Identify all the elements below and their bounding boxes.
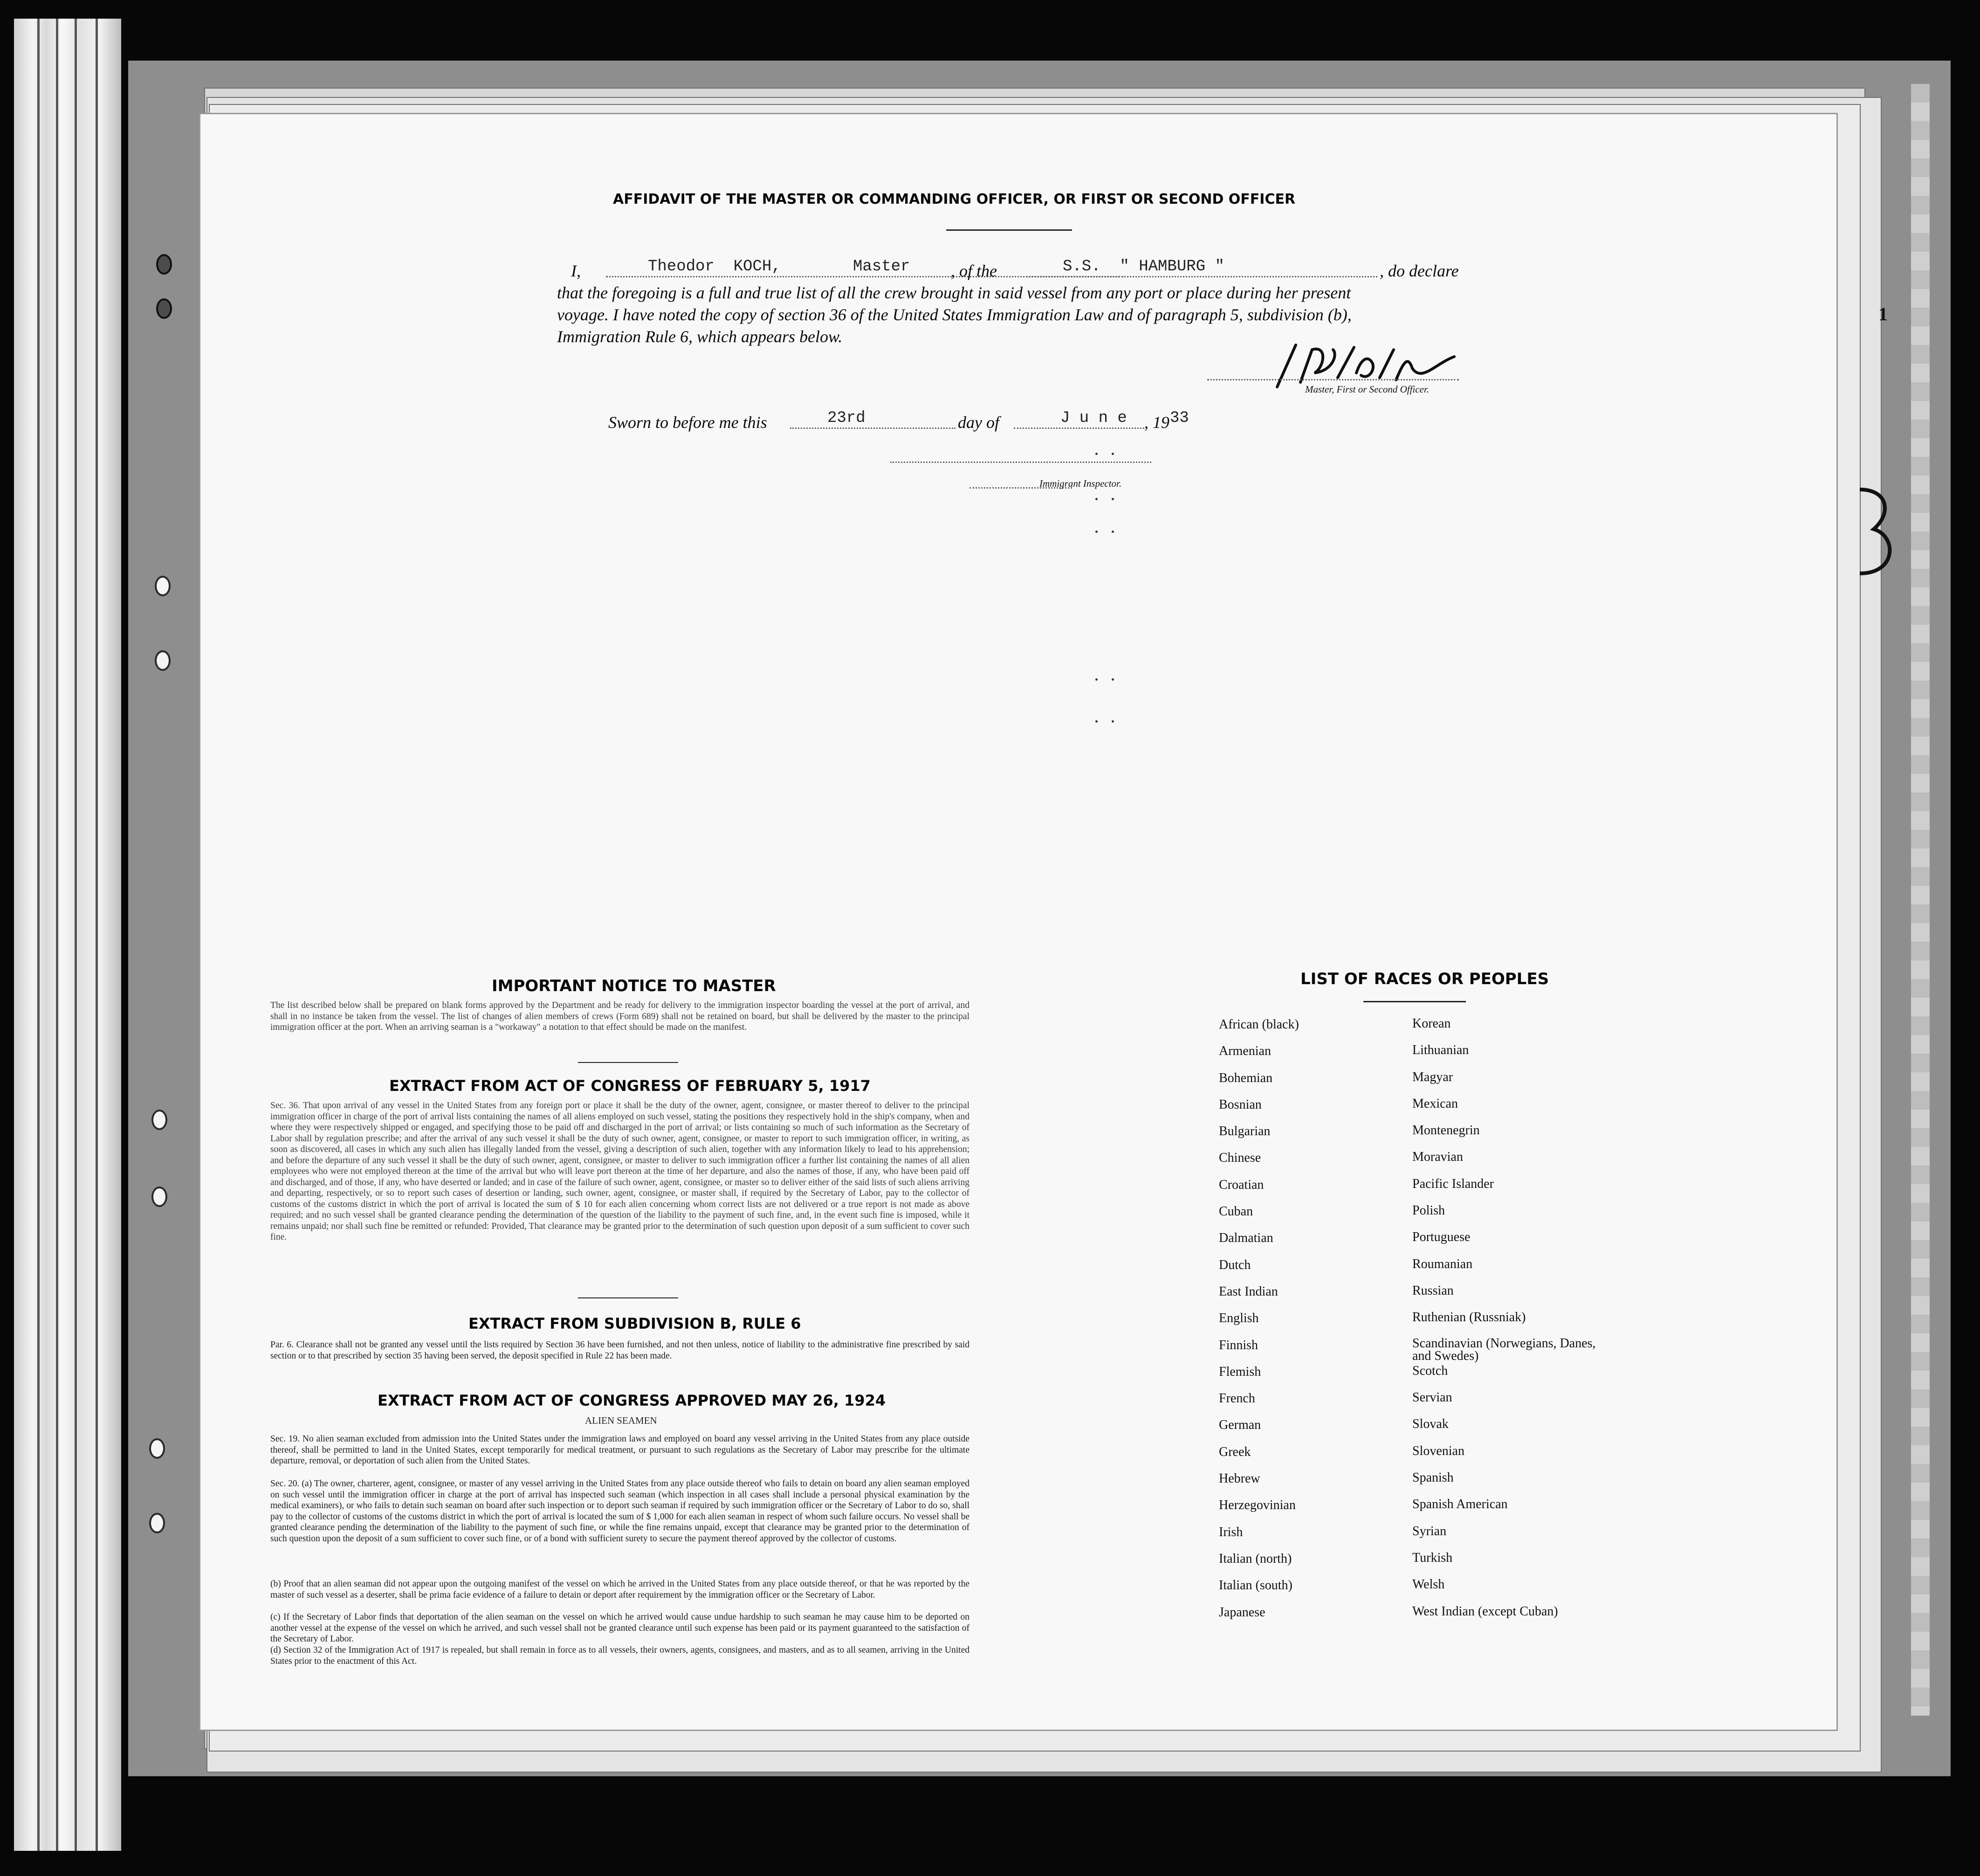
sworn-month: J u n e [1060, 409, 1127, 427]
race-item: Pacific Islander [1412, 1176, 1494, 1191]
race-item: Slovak [1412, 1417, 1449, 1432]
sec20c-text: (c) If the Secretary of Labor finds that deportation of the alien seaman on the vessel on which he arrived would cause undue hardship to such seaman he may cause him to be deported on another vessel at the expense of the vessel on which he arrived, and such vessel shall not be granted clearance until such expense has been paid or its payment guaranteed to the satisfaction of the Secretary of Labor. [270, 1612, 969, 1644]
stray-dot [1112, 720, 1114, 723]
race-item: East Indian [1219, 1284, 1278, 1299]
inspector-caption: Immigrant Inspector. [1039, 478, 1122, 489]
punch-hole [151, 1186, 167, 1207]
month-line [1014, 428, 1144, 429]
race-item: Italian (north) [1219, 1551, 1292, 1566]
race-item: Roumanian [1412, 1256, 1473, 1271]
race-item: Ruthenian (Russniak) [1412, 1310, 1526, 1325]
sworn-text: Sworn to before me this [608, 413, 767, 432]
master-signature [1268, 336, 1464, 392]
races-left-column [1219, 1017, 1299, 1632]
punch-hole [156, 298, 172, 319]
race-item: Greek [1219, 1444, 1251, 1459]
race-item: Italian (south) [1219, 1578, 1292, 1593]
affidavit-line-4: Immigration Rule 6, which appears below. [557, 327, 843, 346]
handwritten-mark [1855, 485, 1897, 578]
punch-hole [155, 650, 171, 671]
race-item: Chinese [1219, 1151, 1261, 1166]
race-item: Portuguese [1412, 1230, 1471, 1245]
race-item: Scandinavian (Norwegians, Danes, and Swedes) [1412, 1336, 1596, 1363]
binder-line [56, 19, 58, 1851]
inspector-line-1 [890, 462, 1151, 463]
punch-hole [155, 576, 171, 596]
race-item: Hebrew [1219, 1471, 1260, 1486]
race-item: Scotch [1412, 1363, 1448, 1378]
affidavit-line-2: that the foregoing is a full and true list of all the crew brought in said vessel from any port or place during her present [557, 283, 1351, 302]
sworn-year: 33 [1170, 409, 1189, 427]
extract-rule6-title: EXTRACT FROM SUBDIVISION B, RULE 6 [468, 1315, 801, 1332]
punch-hole [156, 254, 172, 275]
extract-rule6-text: Par. 6. Clearance shall not be granted any vessel until the lists required by Section 36 have been furnished, and not then unless, notice of liability to the administrative fine prescribed by said section or to that prescribed by section 35 having been served, the deposit specified in Rule 22 has been made. [270, 1340, 969, 1361]
stray-dot [1112, 531, 1114, 533]
of-the-text: , of the [951, 262, 997, 280]
race-item: Dutch [1219, 1257, 1251, 1272]
title-rule [946, 229, 1072, 231]
race-item: Lithuanian [1412, 1043, 1469, 1058]
race-item: Montenegrin [1412, 1123, 1480, 1138]
binder-edge [14, 19, 121, 1851]
do-declare-text: , do declare [1380, 262, 1459, 280]
day-line [790, 428, 956, 429]
stray-dot [1095, 678, 1098, 681]
sec20d-text: (d) Section 32 of the Immigration Act of 1917 is repealed, but shall remain in force as to all vessels, their owners, agents, consignees, and masters, and as to all seamen, arriving in the United States prior to the enactment of this Act. [270, 1645, 969, 1666]
race-item: Dalmatian [1219, 1231, 1273, 1246]
race-item: Armenian [1219, 1044, 1271, 1059]
signature-caption: Master, First or Second Officer. [1305, 384, 1429, 395]
punch-hole [151, 1110, 167, 1130]
extract-1917-text: Sec. 36. That upon arrival of any vessel in the United States from any foreign port or place it shall be the duty of the owner, agent, consignee, or master thereof to deliver to the principal immigration officer in charge of the port of arrival lists containing the names of all aliens employed on such vessel, stating the positions they respectively hold in the ship's company, when and where they were respectively shipped or engaged, and specifying those to be paid off and discharged in the port of arrival; or lists containing so much of such information as the Secretary of Labor shall by regulation prescribe; and after the arrival of any such vessel it shall be the duty of such owner, agent, consignee, or master to report to such immigration officer, in writing, as soon as discovered, all cases in which any such alien has illegally landed from the vessel, giving a description of such alien, together with any information likely to lead to his apprehension; and before the departure of any such vessel it shall be the duty of such owner, agent, consignee, or master to deliver to such immigration officer a further list containing the names of all alien employees who were not employed thereon at the time of the arrival but who will leave port thereon at the time of her departure, and also the names of those, if any, who have been paid off and discharged, and of those, if any, who have deserted or landed; and in case of the failure of such owner, agent, consignee, or master so to deliver either of the said lists of such aliens arriving and departing, respectively, or so to report such cases of desertion or landing, such owner, agent, consignee, or master shall, if required by the Secretary of Labor, pay to the collector of customs of the customs district in which the port of arrival is located the sum of $ 10 for each alien concerning whom correct lists are not delivered or a true report is not made as above required; and no such vessel shall be granted clearance pending the determination of the question of the liability to the payment of such fine, and, in the event such fine is imposed, while it remains unpaid; nor shall such fine be remitted or refunded: Provided, That clearance may be granted prior to the determination of such question upon deposit of a sum sufficient to cover such fine. [270, 1101, 969, 1242]
race-item: Servian [1412, 1390, 1452, 1405]
affidavit-title: AFFIDAVIT OF THE MASTER OR COMMANDING OFFICER, OR FIRST OR SECOND OFFICER [613, 191, 1296, 207]
race-item: Bohemian [1219, 1070, 1273, 1085]
race-item: Irish [1219, 1524, 1243, 1539]
race-item: English [1219, 1311, 1259, 1326]
binder-line [96, 19, 98, 1851]
race-item: Cuban [1219, 1204, 1253, 1219]
race-item: German [1219, 1418, 1261, 1433]
section-rule [578, 1297, 678, 1298]
signature-line [1207, 379, 1459, 380]
affidavit-i: I, [571, 262, 581, 280]
section-rule [578, 1062, 678, 1063]
stray-dot [1095, 720, 1098, 723]
master-rank: Master [853, 258, 910, 276]
race-item: Magyar [1412, 1069, 1453, 1084]
race-item: Moravian [1412, 1150, 1463, 1165]
affidavit-page [200, 114, 1888, 1730]
race-item: Flemish [1219, 1364, 1261, 1379]
races-title-rule [1363, 1001, 1466, 1002]
alien-seamen-subtitle: ALIEN SEAMEN [585, 1415, 657, 1426]
extract-1917-title: EXTRACT FROM ACT OF CONGRESS OF FEBRUARY 5, 1917 [389, 1077, 871, 1095]
stray-dot [1112, 453, 1114, 455]
stray-dot [1112, 678, 1114, 681]
race-item: Croatian [1219, 1177, 1264, 1192]
right-edge-strip [1911, 84, 1930, 1716]
master-name: Theodor KOCH, [648, 258, 781, 276]
races-title: LIST OF RACES OR PEOPLES [1300, 970, 1549, 988]
sec20a-text: Sec. 20. (a) The owner, charterer, agent, consignee, or master of any vessel arriving in the United States from any place outside thereof who fails to detain on board any alien seaman employed on such vessel until the immigration officer in charge at the port of arrival has inspected such seaman (which inspection in all cases shall include a personal physical examination by the medical examiners), or who fails to detain such seaman on board after such inspection or to deport such seaman if required by such immigration officer or the Secretary of Labor to do so, shall pay to the collector of customs of the customs district in which the port of arrival is located the sum of $ 1,000 for each alien seaman in respect of whom such failure occurs. No vessel shall be granted clearance pending the determination of the liability to the payment of such fine, or while the fine remains unpaid, except that clearance may be granted prior to the determination of such question upon the deposit of a sum sufficient to cover such fine, or of a bond with sufficient surety to secure the payment thereof approved by the collector of customs. [270, 1479, 969, 1544]
race-item: Russian [1412, 1283, 1454, 1298]
punch-hole [149, 1513, 165, 1533]
race-item: Spanish [1412, 1470, 1454, 1485]
race-item: Korean [1412, 1016, 1451, 1031]
races-right-column [1412, 1016, 1608, 1631]
race-item: African (black) [1219, 1017, 1299, 1032]
race-item: Bulgarian [1219, 1124, 1271, 1139]
race-item: Syrian [1412, 1524, 1447, 1538]
punch-hole [149, 1438, 165, 1459]
sec19-text: Sec. 19. No alien seaman excluded from admission into the United States under the immigration laws and employed on board any vessel arriving in the United States from any place outside thereof, shall be permitted to land in the United States, except temporarily for medical treatment, or pursuant to such regulations as the Secretary of Labor may prescribe for the ultimate departure, removal, or deportation of such alien from the United States. [270, 1434, 969, 1466]
race-item: Mexican [1412, 1096, 1458, 1111]
race-item: French [1219, 1391, 1255, 1406]
affidavit-line-3: voyage. I have noted the copy of section 36 of the United States Immigration Law and of paragraph 5, subdivision (b), [557, 305, 1352, 324]
binder-line [75, 19, 77, 1851]
day-of-text: day of [958, 413, 999, 432]
sworn-day: 23rd [827, 409, 866, 427]
race-item: Finnish [1219, 1338, 1258, 1352]
race-item: Polish [1412, 1203, 1445, 1218]
sec20b-text: (b) Proof that an alien seaman did not appear upon the outgoing manifest of the vessel on which he arrived in the United States from any place outside thereof, or that he was reported by the master of such vessel as a deserter, shall be prima facie evidence of a failure to detain or deport after requirement by the immigration officer or the Secretary of Labor. [270, 1579, 969, 1600]
race-item: Slovenian [1412, 1443, 1464, 1458]
race-item: Herzegovinian [1219, 1498, 1296, 1513]
notice-text: The list described below shall be prepared on blank forms approved by the Department and be ready for delivery to the immigration inspector boarding the vessel at the port of arrival, and shall in no instance be taken from the vessel. The list of changes of alien members of crews (Form 689) shall not be retained on board, but shall be delivered by the master to the principal immigration officer at the port. When an arriving seaman is a "workaway" a notation to that effect should be made on the manifest. [270, 1000, 969, 1032]
page-number: 1 [1878, 303, 1888, 324]
stray-dot [1095, 531, 1098, 533]
vessel-line [1023, 276, 1377, 277]
year-prefix: , 19 [1144, 413, 1169, 432]
race-item: Spanish American [1412, 1497, 1508, 1512]
notice-title: IMPORTANT NOTICE TO MASTER [492, 977, 776, 995]
race-item: Japanese [1219, 1605, 1265, 1620]
extract-1924-title: EXTRACT FROM ACT OF CONGRESS APPROVED MAY 26, 1924 [378, 1392, 886, 1409]
binder-line [37, 19, 40, 1851]
stray-dot [1095, 453, 1098, 455]
race-item: Welsh [1412, 1577, 1445, 1592]
vessel-name: S.S. " HAMBURG " [1063, 258, 1224, 276]
race-item: Turkish [1412, 1550, 1453, 1565]
stray-dot [1112, 498, 1114, 500]
race-item: West Indian (except Cuban) [1412, 1604, 1558, 1619]
stray-dot [1095, 498, 1098, 500]
race-item: Bosnian [1219, 1097, 1262, 1112]
